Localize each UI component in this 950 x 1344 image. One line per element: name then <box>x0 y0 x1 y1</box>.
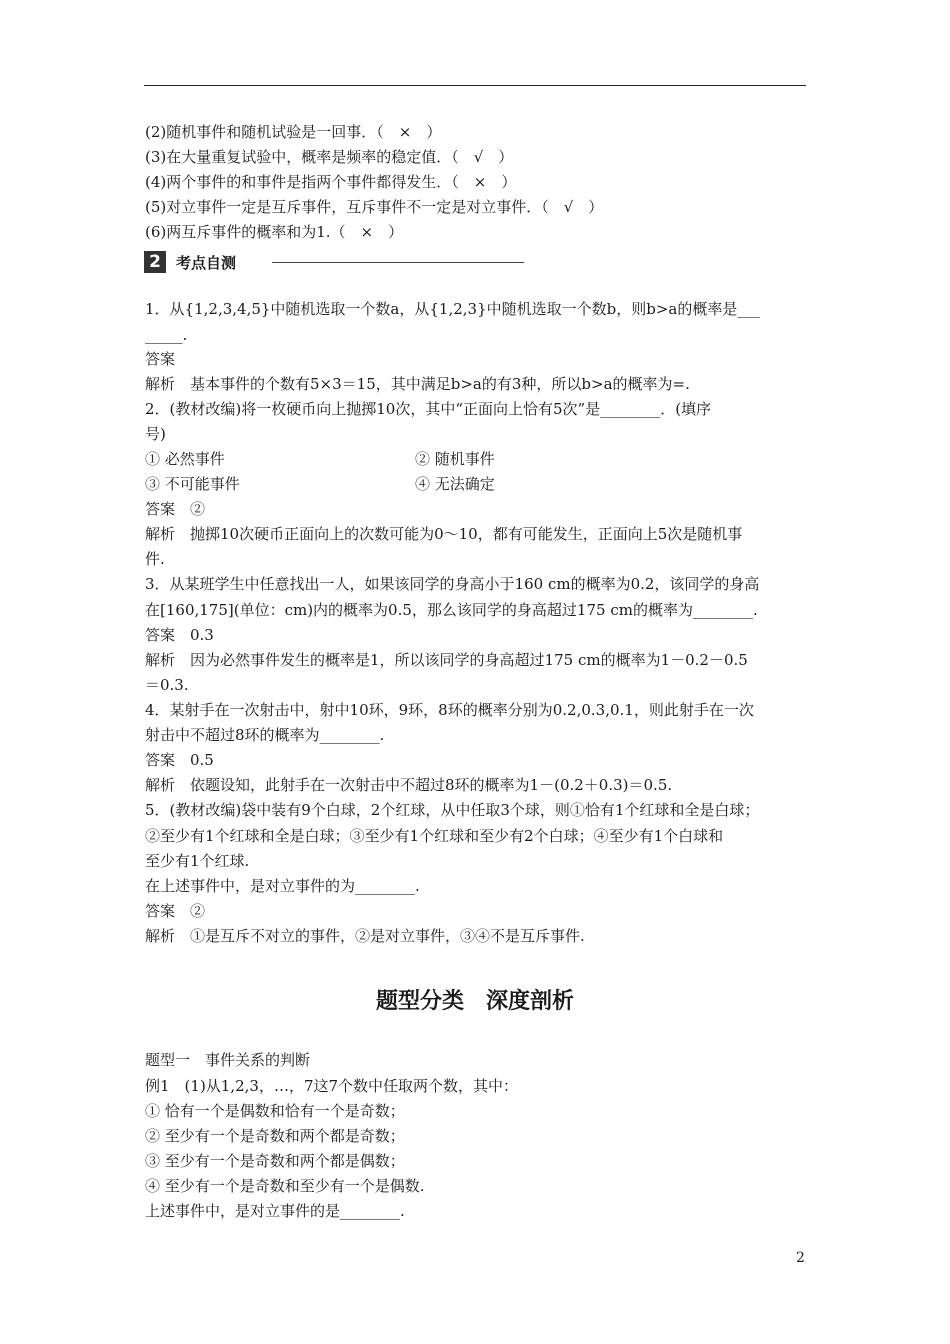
q5-text-line4: 在上述事件中，是对立事件的为________. <box>145 877 420 895</box>
q5-text-line1: 5．(教材改编)袋中装有9个白球，2个红球，从中任取3个球，则①恰有1个红球和全是白球； <box>145 801 760 819</box>
q2-text-line1: 2．(教材改编)将一枚硬币向上抛掷10次，其中“正面向上恰有5次”是________．(填序 <box>145 400 712 418</box>
q1-analysis: 解析 基本事件的个数有5×3＝15，其中满足b>a的有3种，所以b>a的概率为=. <box>145 375 690 393</box>
example1-item-3: ③ 至少有一个是奇数和两个都是偶数； <box>145 1152 405 1170</box>
q3-text-line1: 3．从某班学生中任意找出一人，如果该同学的身高小于160 cm的概率为0.2，该同学的身高 <box>145 575 760 593</box>
example1-question: 上述事件中，是对立事件的是________. <box>145 1202 405 1220</box>
q1-answer: 答案 <box>145 350 176 368</box>
page-number: 2 <box>796 1250 805 1266</box>
q4-text-line1: 4．某射手在一次射击中，射中10环，9环，8环的概率分别为0.2,0.3,0.1，则此射手在一次 <box>145 701 754 719</box>
judgement-4: (4)两个事件的和事件是指两个事件都得发生．（ × ） <box>145 173 517 191</box>
section-heading <box>144 250 236 274</box>
section-number-badge: 2 <box>144 251 166 273</box>
judgement-6: (6)两互斥事件的概率和为1.（ × ） <box>145 223 404 241</box>
q2-option-1: ① 必然事件 <box>145 450 225 468</box>
q2-analysis-line1: 解析 抛掷10次硬币正面向上的次数可能为0～10，都有可能发生，正面向上5次是随机事 <box>145 525 743 543</box>
header-rule <box>144 85 806 86</box>
q3-analysis-line1: 解析 因为必然事件发生的概率是1，所以该同学的身高超过175 cm的概率为1－0.2－0.5 <box>145 651 748 669</box>
q2-option-2: ② 随机事件 <box>415 450 495 468</box>
q4-answer: 答案 0.5 <box>145 751 214 769</box>
q2-option-3: ③ 不可能事件 <box>145 475 240 493</box>
q5-text-line3: 至少有1个红球. <box>145 852 250 870</box>
example1-item-4: ④ 至少有一个是奇数和至少有一个是偶数. <box>145 1177 425 1195</box>
q1-text-line1: 1．从{1,2,3,4,5}中随机选取一个数a，从{1,2,3}中随机选取一个数b，则b>a的概率是___ <box>145 300 760 318</box>
q5-analysis: 解析 ①是互斥不对立的事件，②是对立事件，③④不是互斥事件. <box>145 927 585 945</box>
q5-answer: 答案 ② <box>145 902 206 920</box>
q3-answer: 答案 0.3 <box>145 626 214 644</box>
q2-answer: 答案 ② <box>145 500 206 518</box>
q2-text-line2: 号) <box>145 425 166 443</box>
section-heading-rule <box>272 262 524 263</box>
judgement-2: (2)随机事件和随机试验是一回事．（ × ） <box>145 123 442 141</box>
q2-analysis-line2: 件. <box>145 550 165 568</box>
judgement-5: (5)对立事件一定是互斥事件，互斥事件不一定是对立事件．（ √ ） <box>145 198 604 216</box>
example1-item-1: ① 恰有一个是偶数和恰有一个是奇数； <box>145 1102 405 1120</box>
q3-analysis-line2: ＝0.3. <box>145 676 189 694</box>
q5-text-line2: ②至少有1个红球和全是白球；③至少有1个红球和至少有2个白球；④至少有1个白球和 <box>145 827 724 845</box>
q1-text-line2: _____. <box>145 326 188 344</box>
q3-text-line2: 在[160,175](单位：cm)内的概率为0.5，那么该同学的身高超过175 cm的概率为________. <box>145 601 758 619</box>
q4-text-line2: 射击中不超过8环的概率为________. <box>145 726 385 744</box>
example1-stem: 例1 (1)从1,2,3，…，7这7个数中任取两个数，其中： <box>145 1077 519 1095</box>
example1-item-2: ② 至少有一个是奇数和两个都是奇数； <box>145 1127 405 1145</box>
section-heading-title: 考点自测 <box>176 253 237 272</box>
type1-heading: 题型一 事件关系的判断 <box>145 1051 311 1069</box>
judgement-3: (3)在大量重复试验中，概率是频率的稳定值．（ √ ） <box>145 148 514 166</box>
q2-option-4: ④ 无法确定 <box>415 475 495 493</box>
q4-analysis: 解析 依题设知，此射手在一次射击中不超过8环的概率为1－(0.2＋0.3)＝0.5. <box>145 776 673 794</box>
section-title: 题型分类 深度剖析 <box>375 989 574 1014</box>
